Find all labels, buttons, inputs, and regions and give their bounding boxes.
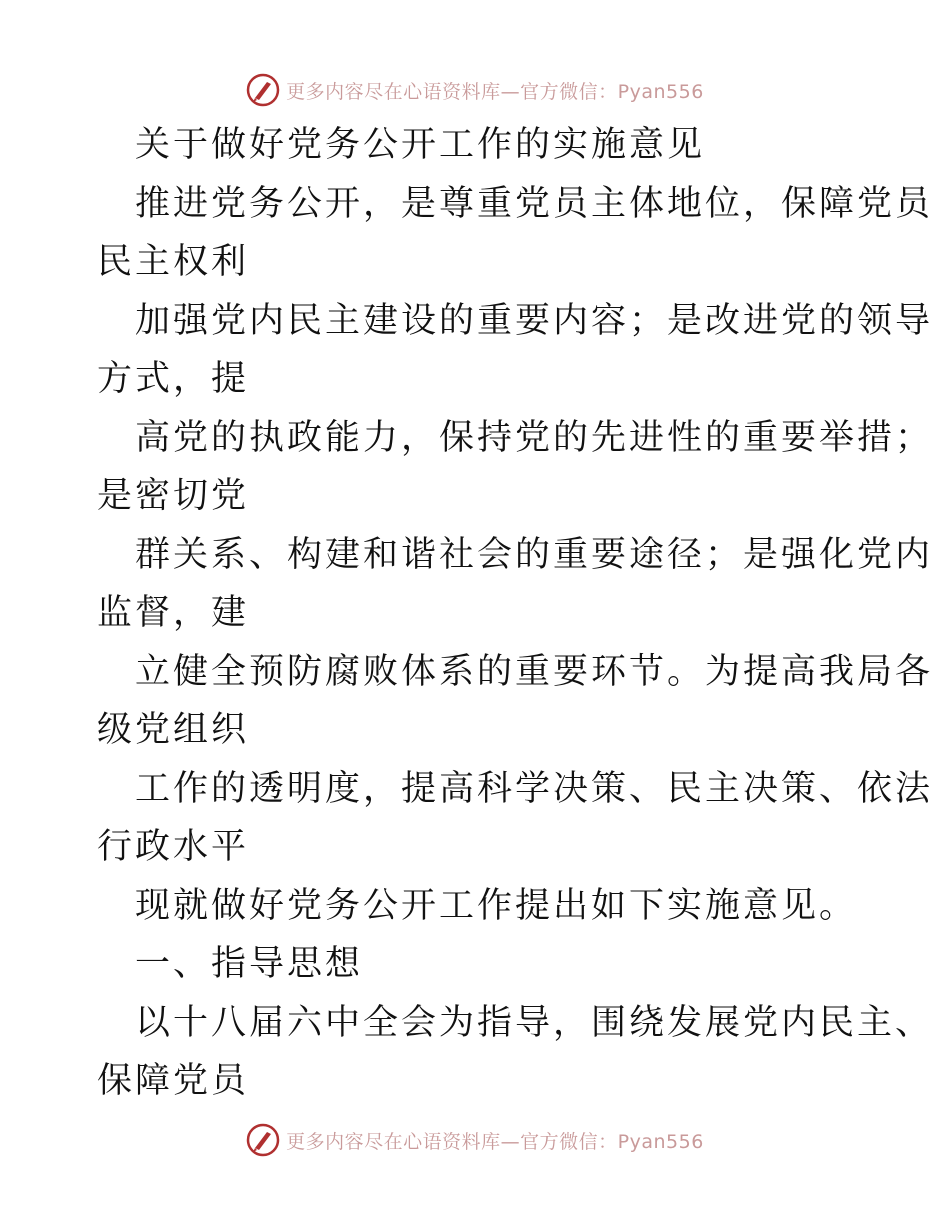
paragraph-line: 民主权利 — [97, 242, 250, 282]
watermark-group — [246, 1123, 704, 1157]
paragraph-line: 高党的执政能力，保持党的先进性的重要举措； — [135, 417, 934, 458]
paragraph-line: 工作的透明度，提高科学决策、民主决策、依法 — [135, 768, 934, 809]
paragraph-line: 关于做好党务公开工作的实施意见 — [135, 125, 706, 165]
paragraph-line: 一、指导思想 — [135, 944, 364, 984]
paragraph-line: 立健全预防腐败体系的重要环节。为提高我局各 — [135, 651, 934, 692]
watermark-text: 更多内容尽在心语资料库—官方微信：Pyan556 — [286, 80, 704, 103]
quill-logo-icon — [246, 73, 280, 107]
paragraph-line: 行政水平 — [97, 827, 250, 867]
paragraph-line: 推进党务公开，是尊重党员主体地位，保障党员 — [135, 183, 934, 224]
watermark-group — [246, 73, 704, 107]
paragraph-line: 方式，提 — [97, 359, 250, 399]
paragraph-line: 加强党内民主建设的重要内容；是改进党的领导 — [135, 300, 934, 341]
watermark-text: 更多内容尽在心语资料库—官方微信：Pyan556 — [286, 1130, 704, 1153]
paragraph-line: 现就做好党务公开工作提出如下实施意见。 — [135, 885, 858, 926]
document-body — [97, 116, 934, 1111]
paragraph-line: 监督，建 — [97, 593, 250, 633]
footer-watermark — [0, 1120, 950, 1160]
paragraph-line: 保障党员 — [97, 1061, 250, 1101]
header-watermark — [0, 70, 950, 110]
quill-logo-icon — [246, 1123, 280, 1157]
paragraph-line: 以十八届六中全会为指导，围绕发展党内民主、 — [135, 1002, 934, 1043]
paragraph-line: 群关系、构建和谐社会的重要途径；是强化党内 — [135, 534, 934, 575]
paragraph-line: 级党组织 — [97, 710, 250, 750]
paragraph-line: 是密切党 — [97, 476, 250, 516]
